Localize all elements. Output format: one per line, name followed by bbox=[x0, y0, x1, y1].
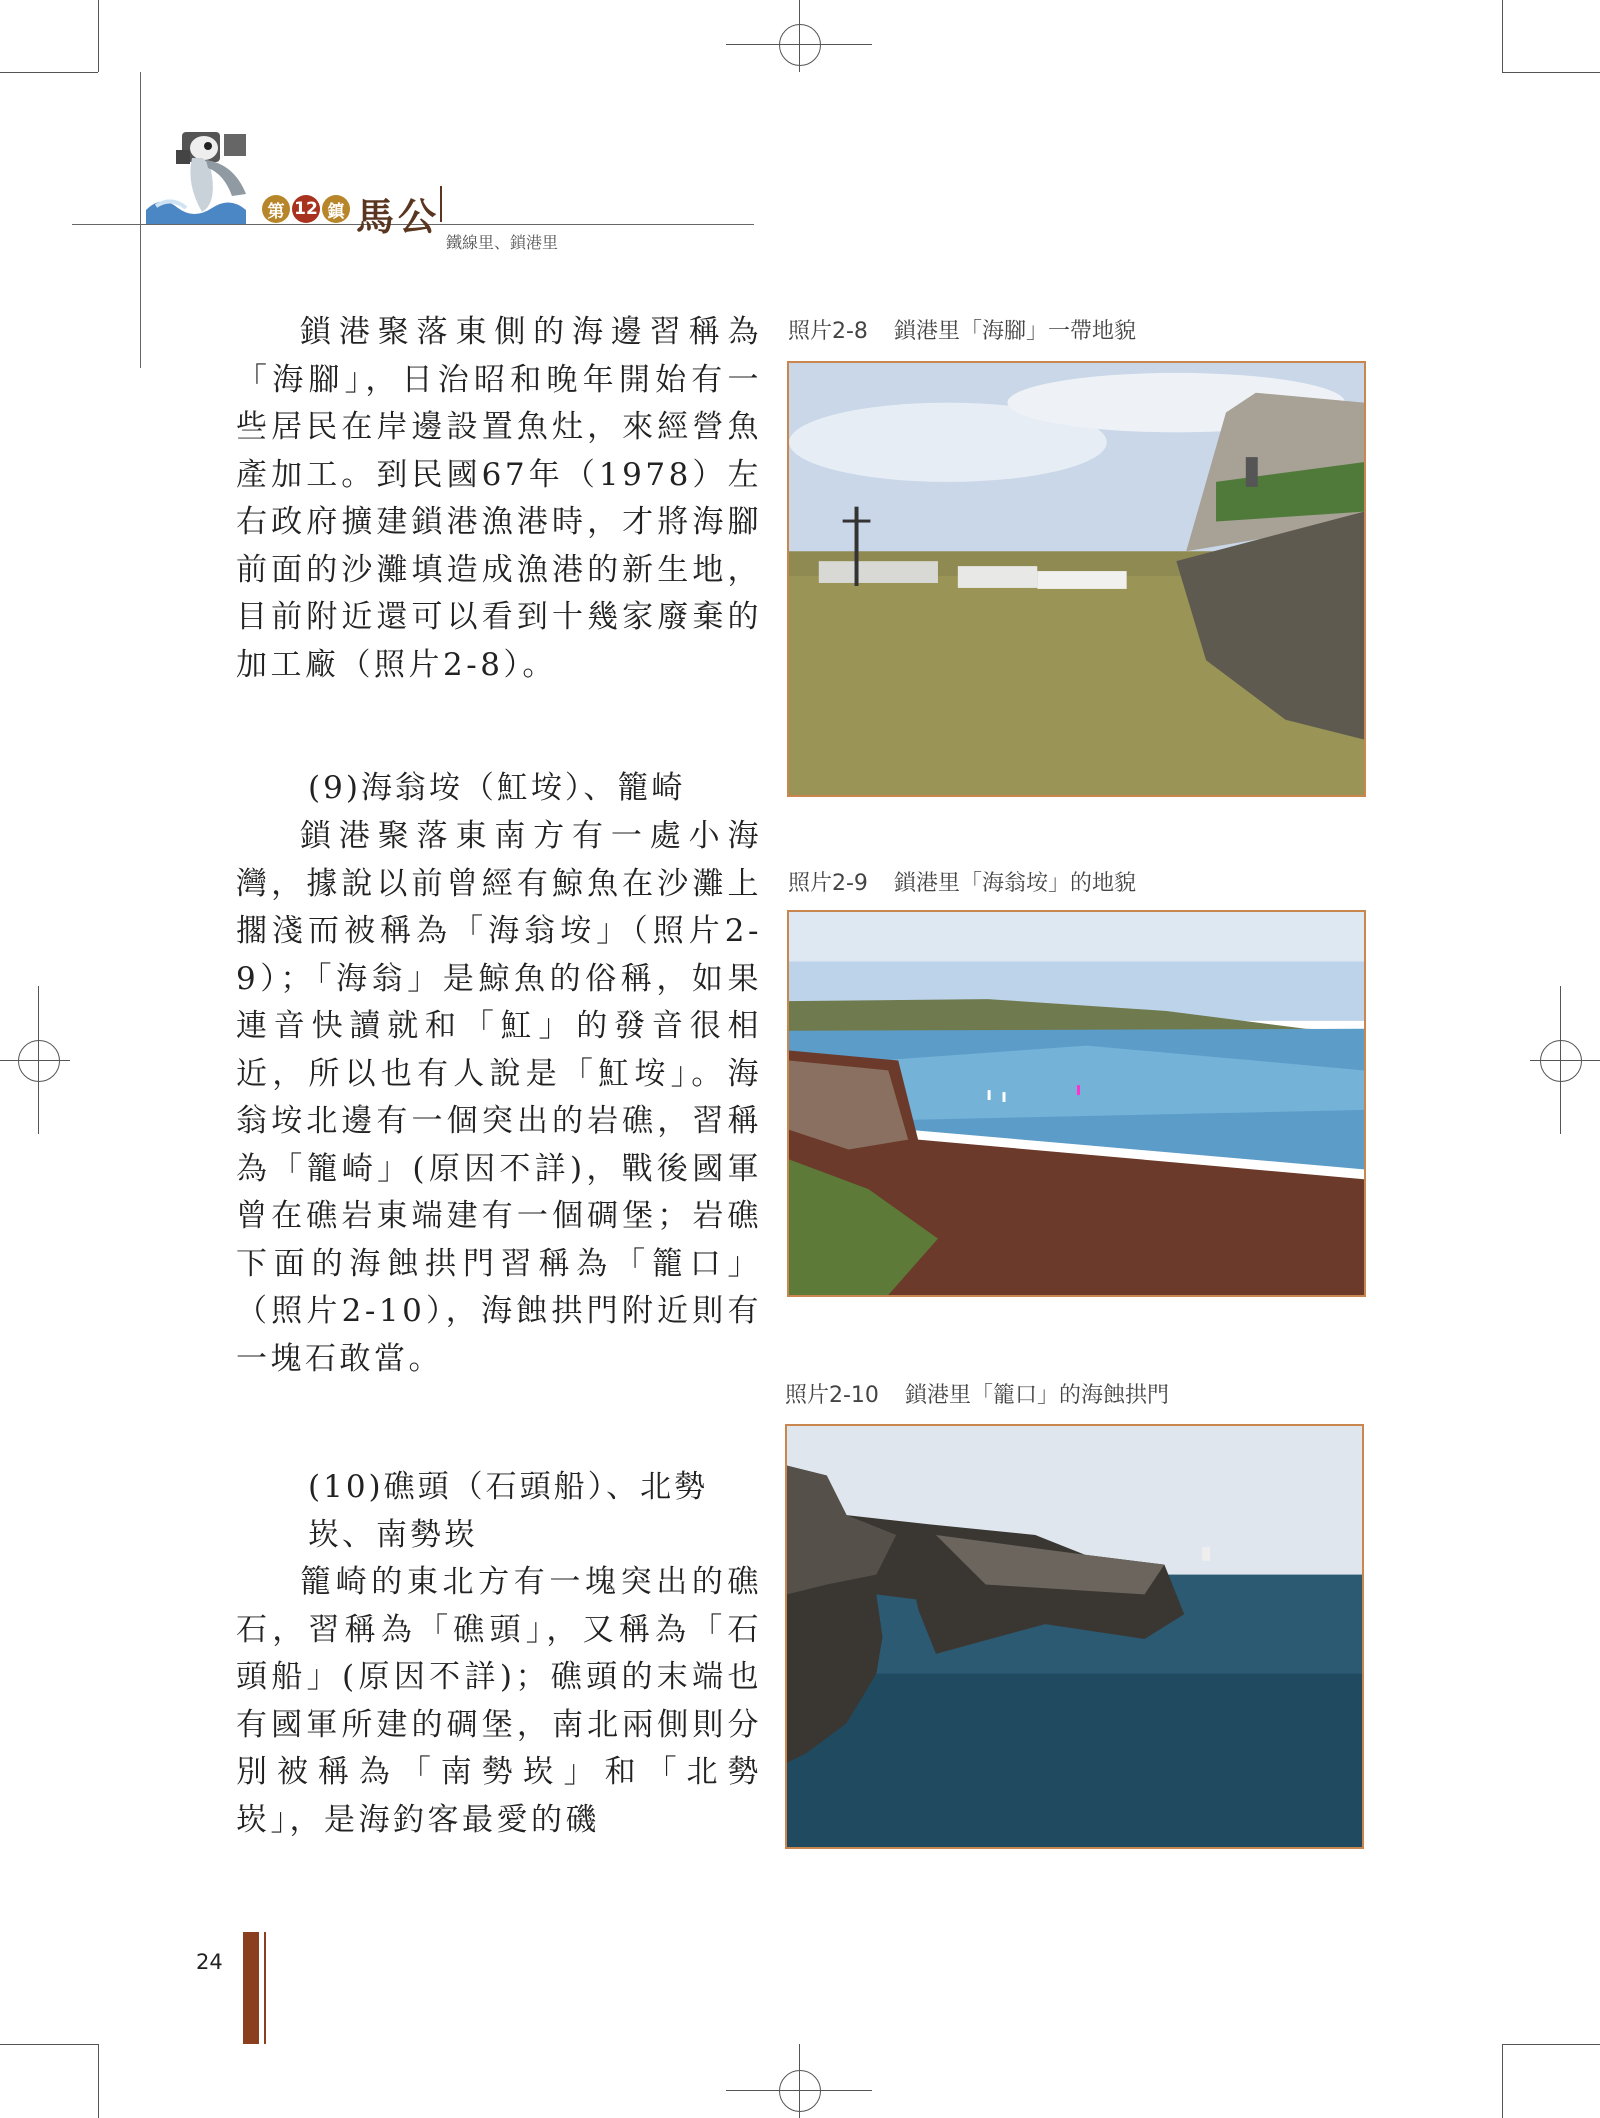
page-marker-bar bbox=[243, 1932, 259, 2044]
page-number: 24 bbox=[196, 1950, 223, 1974]
photo-2-10-number: 照片2-10 bbox=[785, 1383, 879, 1408]
chapter-title: 馬公 bbox=[356, 194, 441, 239]
section-subtitle: 鐵線里、鎖港里 bbox=[446, 233, 559, 252]
photo-2-8-number: 照片2-8 bbox=[788, 319, 868, 344]
photo-2-10-title: 鎖港里「籠口」的海蝕拱門 bbox=[904, 1383, 1169, 1408]
photo-2-9-caption bbox=[788, 866, 1136, 897]
photo-2-9-number: 照片2-9 bbox=[788, 871, 868, 896]
photo-2-10-caption bbox=[785, 1378, 1169, 1409]
page-marker-line bbox=[264, 1932, 266, 2044]
chapter-badge bbox=[262, 194, 350, 224]
photo-2-9-title: 鎖港里「海翁垵」的地貌 bbox=[893, 871, 1136, 896]
title-divider bbox=[440, 186, 442, 222]
chapter-suffix: 鎮 bbox=[322, 195, 350, 223]
photo-2-8-image bbox=[787, 361, 1366, 797]
photo-2-10-image bbox=[785, 1424, 1364, 1849]
paragraph-1: 鎖港聚落東側的海邊習稱為「海腳」，日治昭和晚年開始有一些居民在岸邊設置魚灶，來經營魚產加工。到民國67年（1978）左右政府擴建鎖港漁港時，才將海腳前面的沙灘填造成漁港的新生地，目前附近還可以看到十幾家廢棄的加工廠（照片2-8）。 bbox=[236, 314, 762, 683]
heading-9: (9)海翁垵（魟垵）、籠崎 bbox=[308, 770, 686, 806]
photo-2-8-title: 鎖港里「海腳」一帶地貌 bbox=[893, 319, 1136, 344]
paragraph-2: 鎖港聚落東南方有一處小海灣，據說以前曾經有鯨魚在沙灘上擱淺而被稱為「海翁垵」（照片2-9）；「海翁」是鯨魚的俗稱，如果連音快讀就和「魟」的發音很相近，所以也有人說是「魟垵」。海翁垵北邊有一個突出的岩礁，習稱為「籠崎」(原因不詳)，戰後國軍曾在礁岩東端建有一個碉堡；岩礁下面的海蝕拱門習稱為「籠口」（照片2-10），海蝕拱門附近則有一塊石敢當。 bbox=[236, 818, 762, 1377]
chapter-prefix: 第 bbox=[262, 195, 290, 223]
chapter-number: 12 bbox=[292, 195, 320, 223]
heading-10: (10)礁頭（石頭船）、北勢崁、南勢崁 bbox=[308, 1469, 709, 1553]
paragraph-3: 籠崎的東北方有一塊突出的礁石，習稱為「礁頭」，又稱為「石頭船」(原因不詳)；礁頭的末端也有國軍所建的碉堡，南北兩側則分別被稱為「南勢崁」和「北勢崁」，是海釣客最愛的磯 bbox=[236, 1564, 762, 1838]
mascot-logo bbox=[142, 124, 260, 224]
photo-2-9-image bbox=[787, 910, 1366, 1297]
photo-2-8-caption bbox=[788, 314, 1136, 345]
